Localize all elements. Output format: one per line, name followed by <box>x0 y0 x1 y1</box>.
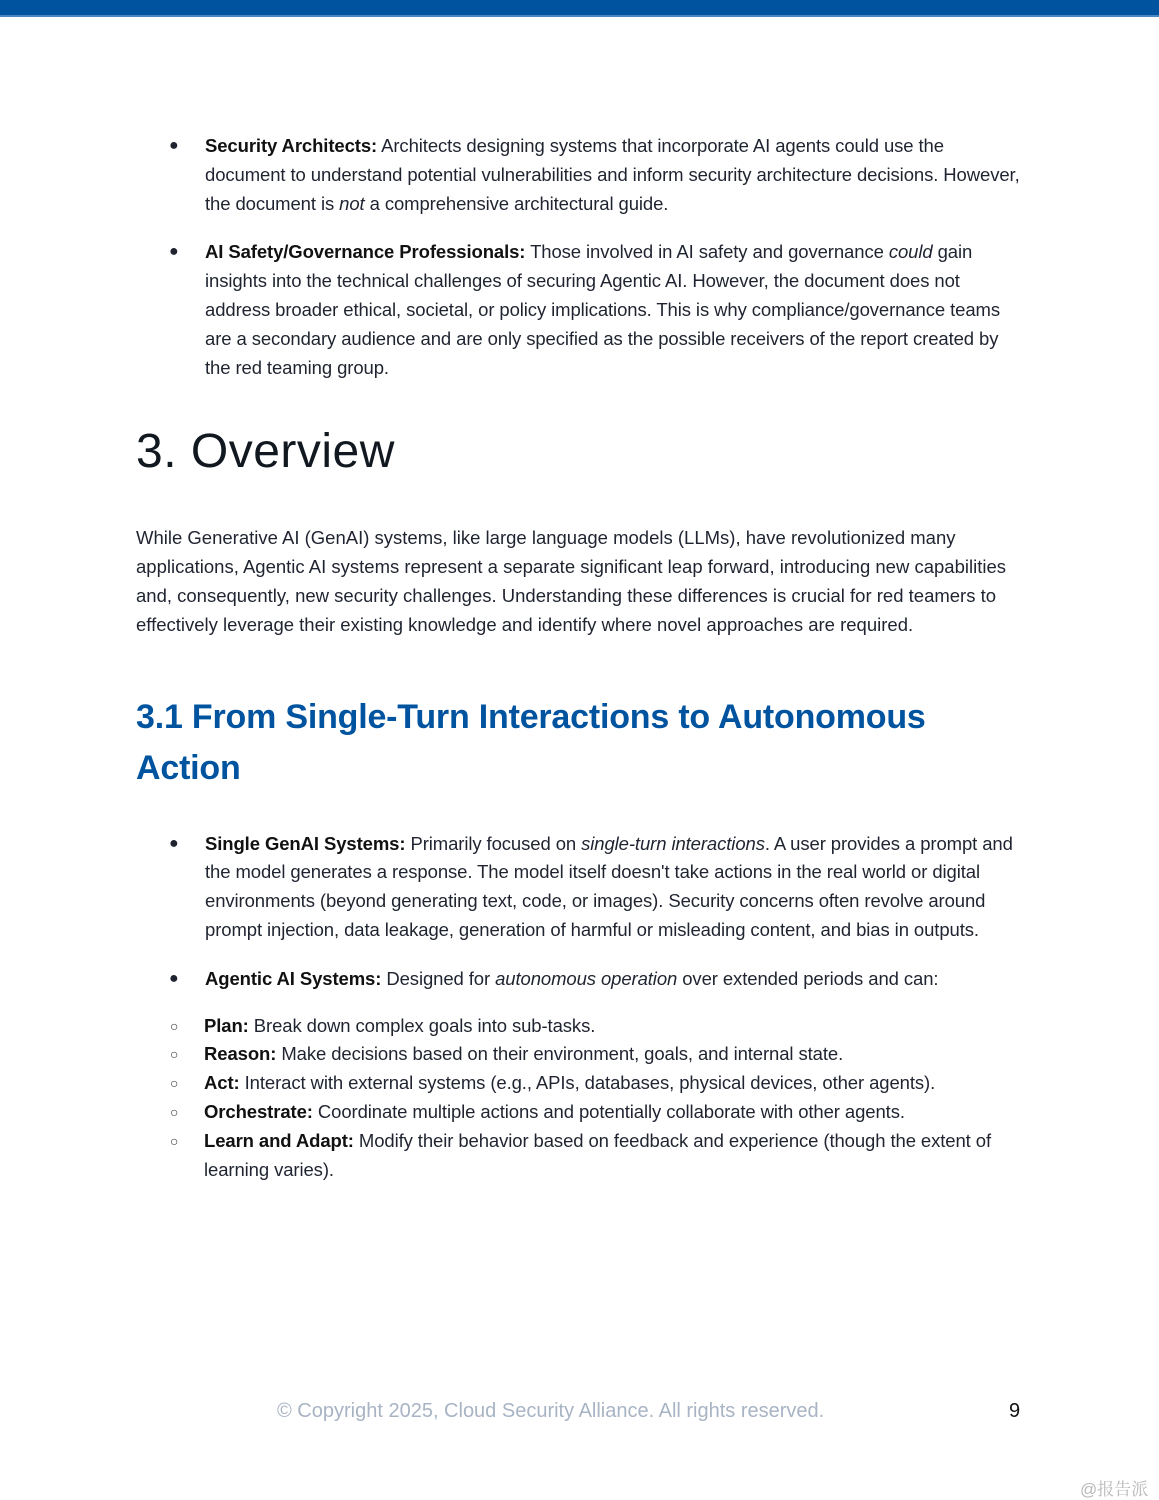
item-text: gain insights into the technical challenges of securing Agentic AI. However, the document does not address broader ethical, societal, or policy implications. This is why compliance/governance teams are a secondary audience and are only specified as the possible receivers of the report created by the red teaming group. <box>205 241 1000 378</box>
systems-list <box>136 830 1026 1185</box>
sub-item-term: Reason: <box>204 1043 277 1065</box>
item-text: Architects designing systems that incorporate AI agents could use the document to understand potential vulnerabilities and inform security architecture decisions. However, the document is <box>205 135 1020 214</box>
sub-item-reason <box>136 1040 1026 1069</box>
item-text: Those involved in AI safety and governance <box>525 241 889 263</box>
item-term: Agentic AI Systems: <box>205 967 382 989</box>
list-item-ai-safety <box>136 238 1026 382</box>
page-number: 9 <box>1009 1400 1021 1422</box>
sub-item-term: Plan: <box>204 1014 249 1036</box>
item-term: Security Architects: <box>205 135 378 156</box>
item-text: Designed for <box>381 967 496 989</box>
watermark: @报告派 <box>1080 1480 1149 1499</box>
sub-item-learn-adapt <box>136 1127 1026 1185</box>
subsection-title: 3.1 From Single-Turn Interactions to Autonomous Action <box>136 697 926 787</box>
item-text: a comprehensive architectural guide. <box>364 192 669 214</box>
bullet-icon: ● <box>169 969 179 987</box>
section-title: 3. Overview <box>136 425 395 479</box>
hollow-bullet-icon: ○ <box>170 1132 179 1149</box>
list-item-agentic-ai <box>136 965 1026 1185</box>
hollow-bullet-icon: ○ <box>170 1046 179 1063</box>
item-term: Single GenAI Systems: <box>205 832 406 854</box>
sub-item-term: Learn and Adapt: <box>204 1129 354 1151</box>
sub-item-plan <box>136 1012 1026 1041</box>
list-item-security-architects <box>136 132 1026 218</box>
bullet-icon: ● <box>169 243 179 261</box>
item-text: . A user provides a prompt and the model generates a response. The model itself doesn't take actions in the real world or digital environments (beyond generating text, code, or images). Security concerns often revolve around prompt injection, data leakage, generation of harmful or misleading content, and bias in outputs. <box>205 832 1013 940</box>
list-item-single-genai <box>136 830 1026 945</box>
item-emphasis: could <box>888 241 933 263</box>
bullet-icon: ● <box>169 137 179 154</box>
bullet-icon: ● <box>169 834 179 852</box>
hollow-bullet-icon: ○ <box>170 1017 179 1034</box>
page-content <box>136 132 1026 1204</box>
sub-item-term: Act: <box>204 1072 240 1094</box>
item-term: AI Safety/Governance Professionals: <box>205 241 526 263</box>
overview-paragraph: While Generative AI (GenAI) systems, like large language models (LLMs), have revolutionized many applications, Agentic AI systems represent a separate significant leap forward, introducing new capabilities and, consequently, new security challenges. Understanding these differences is crucial for red teamers to effectively leverage their existing knowledge and identify where novel approaches are required. <box>136 527 1006 635</box>
audience-list <box>136 132 1026 382</box>
item-emphasis: autonomous operation <box>495 967 678 989</box>
capabilities-list <box>136 1012 1026 1185</box>
header-bar <box>0 0 1159 17</box>
item-emphasis: not <box>339 192 365 214</box>
sub-item-text: Coordinate multiple actions and potentially collaborate with other agents. <box>312 1100 905 1122</box>
item-emphasis: single-turn interactions <box>581 832 765 854</box>
hollow-bullet-icon: ○ <box>170 1075 179 1092</box>
sub-item-act <box>136 1069 1026 1098</box>
hollow-bullet-icon: ○ <box>170 1103 179 1120</box>
sub-item-text: Break down complex goals into sub-tasks. <box>248 1014 596 1036</box>
item-text: Primarily focused on <box>405 832 582 854</box>
item-text: over extended periods and can: <box>677 967 939 989</box>
sub-item-term: Orchestrate: <box>204 1100 313 1122</box>
sub-item-orchestrate <box>136 1098 1026 1127</box>
sub-item-text: Interact with external systems (e.g., APIs, databases, physical devices, other agents). <box>239 1072 936 1094</box>
copyright-footer: © Copyright 2025, Cloud Security Alliance. All rights reserved. <box>277 1400 825 1422</box>
sub-item-text: Modify their behavior based on feedback and experience (though the extent of learning varies). <box>204 1129 991 1180</box>
sub-item-text: Make decisions based on their environment, goals, and internal state. <box>276 1043 844 1065</box>
